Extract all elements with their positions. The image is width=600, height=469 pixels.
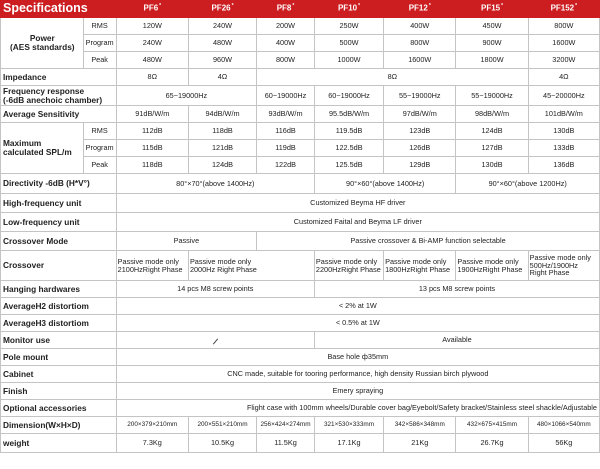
hf-unit-row (1, 194, 600, 213)
table-cell: 800W (384, 35, 456, 52)
table-cell: 240W (116, 35, 188, 52)
lf-unit-label: Low-frequency unit (1, 213, 117, 232)
table-cell: Passive mode only 2000Hz Right Phase (188, 251, 314, 281)
crossover-mode-label: Crossover Mode (1, 232, 117, 251)
header-row (1, 1, 600, 18)
table-cell: 200×379×210mm (116, 417, 188, 434)
row-sublabel: Peak (83, 52, 116, 69)
table-cell: Passive mode only 2100HzRight Phase (116, 251, 188, 281)
table-cell: 101dB/W/m (528, 106, 599, 123)
table-cell: 14 pcs M8 screw points (116, 281, 314, 298)
table-cell: 130dB (528, 123, 599, 140)
table-cell: 480×1066×540mm (528, 417, 599, 434)
spl-program-row (1, 140, 600, 157)
table-cell: 1000W (314, 52, 383, 69)
finish-row (1, 383, 600, 400)
frequency-row (1, 86, 600, 106)
table-cell: 200×551×210mm (188, 417, 256, 434)
table-cell: 80°×70°(above 1400Hz) (116, 174, 314, 194)
row-sublabel: Program (83, 35, 116, 52)
h2-label: AverageH2 distortiom (1, 298, 117, 315)
accessories-label: Optional accessories (1, 400, 117, 417)
finish-label: Finish (1, 383, 117, 400)
model-pf26: PF26* (188, 1, 256, 18)
weight-row (1, 434, 600, 453)
power-rms-row (1, 18, 600, 35)
hanging-label: Hanging hardwares (1, 281, 117, 298)
table-cell: 4Ω (188, 69, 256, 86)
pole-label: Pole mount (1, 349, 117, 366)
table-cell: Passive (116, 232, 256, 251)
table-cell: 123dB (384, 123, 456, 140)
row-sublabel: RMS (83, 18, 116, 35)
table-cell: 116dB (257, 123, 315, 140)
table-cell: 800W (528, 18, 599, 35)
table-cell: 91dB/W/m (116, 106, 188, 123)
table-cell: 120W (116, 18, 188, 35)
table-cell: 7.3Kg (116, 434, 188, 453)
table-cell: 1800W (456, 52, 528, 69)
table-cell: 400W (384, 18, 456, 35)
crossover-label: Crossover (1, 251, 117, 281)
cabinet-label: Cabinet (1, 366, 117, 383)
table-cell: Base hole ф35mm (116, 349, 599, 366)
table-cell: Customized Faital and Beyma LF driver (116, 213, 599, 232)
table-cell: 21Kg (384, 434, 456, 453)
accessories-row (1, 400, 600, 417)
directivity-row (1, 174, 600, 194)
row-sublabel: RMS (83, 123, 116, 140)
table-cell: 60~19000Hz (314, 86, 383, 106)
table-cell: Passive crossover & Bi-AMP function selectable (257, 232, 600, 251)
table-cell: 95.5dB/W/m (314, 106, 383, 123)
impedance-row (1, 69, 600, 86)
table-cell: 960W (188, 52, 256, 69)
hanging-row (1, 281, 600, 298)
table-cell: 129dB (384, 157, 456, 174)
table-cell: Flight case with 100mm wheels/Durable cover bag/Eyebolt/Safety bracket/Stainless steel shackle/Adjustable (116, 400, 599, 417)
table-cell: < 0.5% at 1W (116, 315, 599, 332)
table-cell: 1600W (528, 35, 599, 52)
table-cell: 56Kg (528, 434, 599, 453)
monitor-label: Monitor use (1, 332, 117, 349)
table-cell: 98dB/W/m (456, 106, 528, 123)
table-cell: 450W (456, 18, 528, 35)
spl-label: Maximum calculated SPL/m (1, 123, 84, 174)
model-pf8: PF8* (257, 1, 315, 18)
table-cell: Passive mode only 1800HzRight Phase (384, 251, 456, 281)
table-cell: 250W (314, 18, 383, 35)
table-cell: 127dB (456, 140, 528, 157)
table-cell: Passive mode only 1900HzRight Phase (456, 251, 528, 281)
crossover-row (1, 251, 600, 281)
table-cell: 55~19000Hz (384, 86, 456, 106)
table-cell: 97dB/W/m (384, 106, 456, 123)
dimension-label: Dimension(W×H×D) (1, 417, 117, 434)
spl-rms-row (1, 123, 600, 140)
spl-peak-row (1, 157, 600, 174)
table-cell: 400W (257, 35, 315, 52)
table-cell: 8Ω (257, 69, 529, 86)
table-cell: 122dB (257, 157, 315, 174)
table-cell: 133dB (528, 140, 599, 157)
table-cell: 90°×60°(above 1200Hz) (456, 174, 600, 194)
table-cell: 45~20000Hz (528, 86, 599, 106)
table-cell: 119.5dB (314, 123, 383, 140)
table-cell: 26.7Kg (456, 434, 528, 453)
table-cell: 480W (116, 52, 188, 69)
table-cell: 121dB (188, 140, 256, 157)
table-cell: 60~19000Hz (257, 86, 315, 106)
table-cell: 4Ω (528, 69, 599, 86)
model-pf10: PF10* (314, 1, 383, 18)
directivity-label: Directivity -6dB (H*V°) (1, 174, 117, 194)
table-cell: 432×675×415mm (456, 417, 528, 434)
table-cell: 800W (257, 52, 315, 69)
table-cell: 118dB (188, 123, 256, 140)
frequency-label: Frequency response (-6dB anechoic chamber) (1, 86, 117, 106)
table-cell: 3200W (528, 52, 599, 69)
table-cell: 480W (188, 35, 256, 52)
sensitivity-label: Average Sensitivity (1, 106, 117, 123)
crossover-mode-row (1, 232, 600, 251)
model-pf12: PF12* (384, 1, 456, 18)
table-cell: 1600W (384, 52, 456, 69)
table-cell: 10.5Kg (188, 434, 256, 453)
sensitivity-row (1, 106, 600, 123)
table-cell: 8Ω (116, 69, 188, 86)
lf-unit-row (1, 213, 600, 232)
impedance-label: Impedance (1, 69, 117, 86)
model-pf15: PF15* (456, 1, 528, 18)
row-sublabel: Peak (83, 157, 116, 174)
table-cell: Passive mode only 2200HzRight Phase (314, 251, 383, 281)
dimension-row (1, 417, 600, 434)
table-cell: 11.5Kg (257, 434, 315, 453)
table-cell: 124dB (188, 157, 256, 174)
table-cell: 500W (314, 35, 383, 52)
h3-label: AverageH3 distortiom (1, 315, 117, 332)
table-cell: 126dB (384, 140, 456, 157)
table-cell: 122.5dB (314, 140, 383, 157)
table-cell: 256×424×274mm (257, 417, 315, 434)
table-cell: 115dB (116, 140, 188, 157)
table-cell: 900W (456, 35, 528, 52)
table-cell: 94dB/W/m (188, 106, 256, 123)
table-cell: 112dB (116, 123, 188, 140)
table-cell: 119dB (257, 140, 315, 157)
table-cell: 93dB/W/m (257, 106, 315, 123)
table-cell: 17.1Kg (314, 434, 383, 453)
table-cell: 240W (188, 18, 256, 35)
table-cell: 136dB (528, 157, 599, 174)
table-cell: 200W (257, 18, 315, 35)
weight-label: weight (1, 434, 117, 453)
hf-unit-label: High-frequency unit (1, 194, 117, 213)
table-cell: 90°×60°(above 1400Hz) (314, 174, 455, 194)
table-cell: < 2% at 1W (116, 298, 599, 315)
row-sublabel: Program (83, 140, 116, 157)
pole-row (1, 349, 600, 366)
table-cell: 124dB (456, 123, 528, 140)
table-cell: 321×530×333mm (314, 417, 383, 434)
table-cell: Passive mode only 500Hz/1900Hz Right Phase (528, 251, 599, 281)
table-cell: Customized Beyma HF driver (116, 194, 599, 213)
h3-row (1, 315, 600, 332)
table-cell: 118dB (116, 157, 188, 174)
cabinet-row (1, 366, 600, 383)
table-cell: Available (314, 332, 599, 349)
table-cell: 130dB (456, 157, 528, 174)
model-pf6: PF6* (116, 1, 188, 18)
model-pf152: PF152* (528, 1, 599, 18)
power-label: Power (AES standards) (1, 18, 84, 69)
h2-row (1, 298, 600, 315)
table-cell: 13 pcs M8 screw points (314, 281, 599, 298)
not-applicable-slash (116, 332, 314, 349)
table-cell: 342×586×348mm (384, 417, 456, 434)
power-peak-row (1, 52, 600, 69)
page-title: Specifications (1, 1, 117, 18)
table-cell: 125.5dB (314, 157, 383, 174)
power-program-row (1, 35, 600, 52)
table-cell: Emery spraying (116, 383, 599, 400)
table-cell: CNC made, suitable for tooring performance, high density Russian birch plywood (116, 366, 599, 383)
monitor-row (1, 332, 600, 349)
table-cell: 55~19000Hz (456, 86, 528, 106)
table-cell: 65~19000Hz (116, 86, 256, 106)
